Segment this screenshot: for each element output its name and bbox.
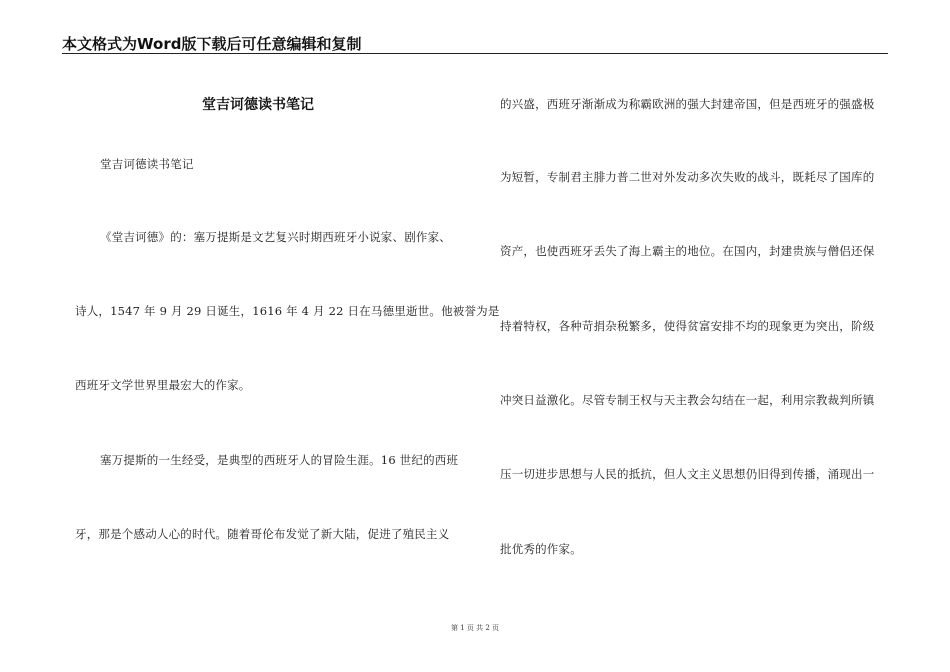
paragraph-line: 诗人，1547 年 9 月 29 日诞生，1616 年 4 月 22 日在马德里逝世。他被誉为是 <box>75 304 500 318</box>
document-title: 堂吉诃德读书笔记 <box>202 97 314 113</box>
paragraph-line: 塞万提斯的一生经受，是典型的西班牙人的冒险生涯。16 世纪的西班 <box>100 453 459 467</box>
header-divider <box>62 53 888 54</box>
paragraph-line: 牙，那是个感动人心的时代。随着哥伦布发觉了新大陆，促进了殖民主义 <box>75 527 450 541</box>
document-banner: 本文格式为Word版下载后可任意编辑和复制 <box>62 35 362 53</box>
paragraph-line: 为短暂，专制君主腓力普二世对外发动多次失败的战斗，既耗尽了国库的 <box>500 170 875 184</box>
paragraph-line: 持着特权，各种苛捐杂税繁多，使得贫富安排不均的现象更为突出，阶级 <box>500 319 875 333</box>
paragraph-line: 的兴盛，西班牙渐渐成为称霸欧洲的强大封建帝国，但是西班牙的强盛极 <box>500 97 875 111</box>
paragraph-line: 西班牙文学世界里最宏大的作家。 <box>75 378 251 392</box>
paragraph-line: 资产，也使西班牙丢失了海上霸主的地位。在国内，封建贵族与僧侣还保 <box>500 244 875 258</box>
paragraph-line: 压一切进步思想与人民的抵抗，但人文主义思想仍旧得到传播，涌现出一 <box>500 467 875 481</box>
paragraph-line: 批优秀的作家。 <box>500 542 582 556</box>
paragraph-line: 《堂吉诃德》的：塞万提斯是文艺复兴时期西班牙小说家、剧作家、 <box>100 230 451 244</box>
paragraph-line: 堂吉诃德读书笔记 <box>100 157 194 171</box>
paragraph-line: 冲突日益激化。尽管专制王权与天主教会勾结在一起，利用宗教裁判所镇 <box>500 393 875 407</box>
page-number: 第 1 页 共 2 页 <box>450 624 500 632</box>
